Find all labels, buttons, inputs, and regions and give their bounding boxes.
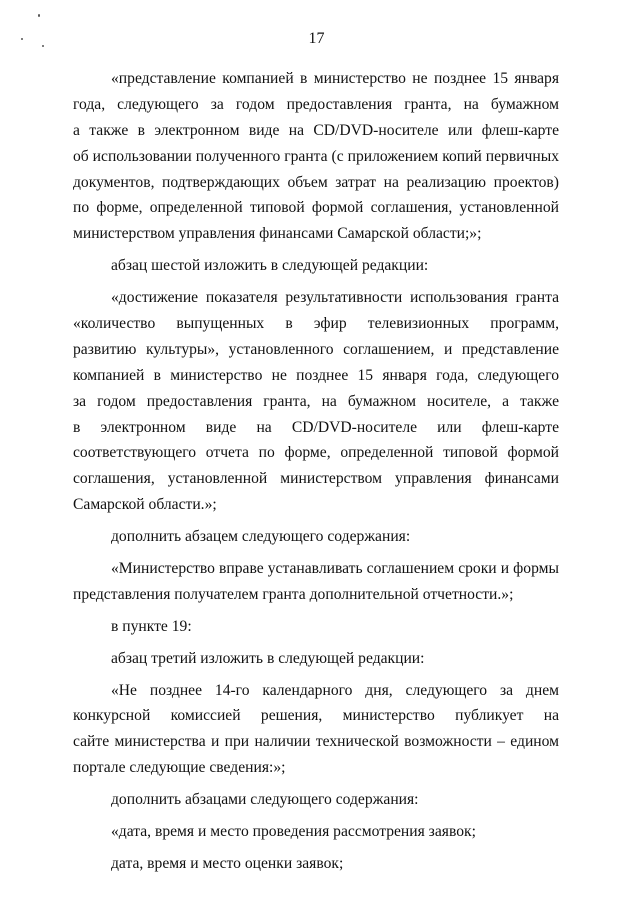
text-line: портале следующие сведения:»; — [73, 759, 286, 777]
text-line: «Не позднее 14-го календарного дня, следующего за днем — [111, 681, 559, 699]
text-line: об использовании полученного гранта (с приложением копий первичных — [73, 147, 559, 165]
text-line: «количество выпущенных в эфир телевизионных программ, — [73, 315, 559, 333]
text-line: компанией в министерство не позднее 15 января года, следующего — [73, 366, 559, 384]
text-line: «представление компанией в министерство не позднее 15 января — [111, 70, 559, 87]
text-line: а также в электронном виде на CD/DVD-носителе или флеш-карте — [73, 121, 559, 139]
paragraph — [73, 253, 559, 279]
paragraph — [73, 819, 559, 845]
paragraph — [73, 614, 559, 640]
page-number: 17 — [308, 30, 325, 47]
text-line: за годом предоставления гранта, на бумажном носителе, а также — [73, 392, 559, 410]
text-line: по форме, определенной типовой формой соглашения, установленной — [73, 199, 559, 217]
scan-speck — [38, 14, 40, 17]
paragraph — [73, 556, 559, 608]
text-line: дополнить абзацами следующего содержания: — [111, 791, 419, 809]
paragraph — [73, 285, 559, 518]
paragraph — [73, 851, 559, 877]
document-body — [73, 66, 559, 877]
text-line: «Министерство вправе устанавливать соглашением сроки и формы — [111, 560, 559, 578]
text-line: Самарской области.»; — [73, 496, 217, 514]
text-line: «дата, время и место проведения рассмотрения заявок; — [111, 823, 476, 841]
text-line: в пункте 19: — [111, 617, 192, 635]
text-line: в электронном виде на CD/DVD-носителе или флеш-карте — [73, 418, 559, 436]
text-line: конкурсной комиссией решения, министерство публикует на — [73, 707, 559, 725]
paragraph — [73, 524, 559, 550]
text-line: абзац третий изложить в следующей редакции: — [111, 649, 425, 667]
text-line: дата, время и место оценки заявок; — [111, 854, 344, 872]
text-line: сайте министерства и при наличии технической возможности – едином — [73, 733, 559, 751]
text-line: представления получателем гранта дополнительной отчетности.»; — [73, 585, 514, 603]
paragraph — [73, 787, 559, 813]
text-line: «достижение показателя результативности использования гранта — [111, 289, 559, 307]
text-line: соглашения, установленной министерством управления финансами — [73, 470, 559, 488]
text-line: документов, подтверждающих объем затрат на реализацию проектов) — [73, 173, 559, 191]
text-line: года, следующего за годом предоставления гранта, на бумажном — [73, 95, 559, 113]
paragraph — [73, 678, 559, 782]
text-line: соответствующего отчета по форме, определенной типовой формой — [73, 444, 559, 462]
text-line: развитию культуры», установленного соглашением, и представление — [73, 340, 559, 358]
text-line: дополнить абзацем следующего содержания: — [111, 528, 411, 546]
text-line: абзац шестой изложить в следующей редакции: — [111, 257, 429, 275]
paragraph — [73, 646, 559, 672]
text-line: министерством управления финансами Самарской области;»; — [73, 225, 482, 243]
paragraph — [73, 66, 559, 247]
